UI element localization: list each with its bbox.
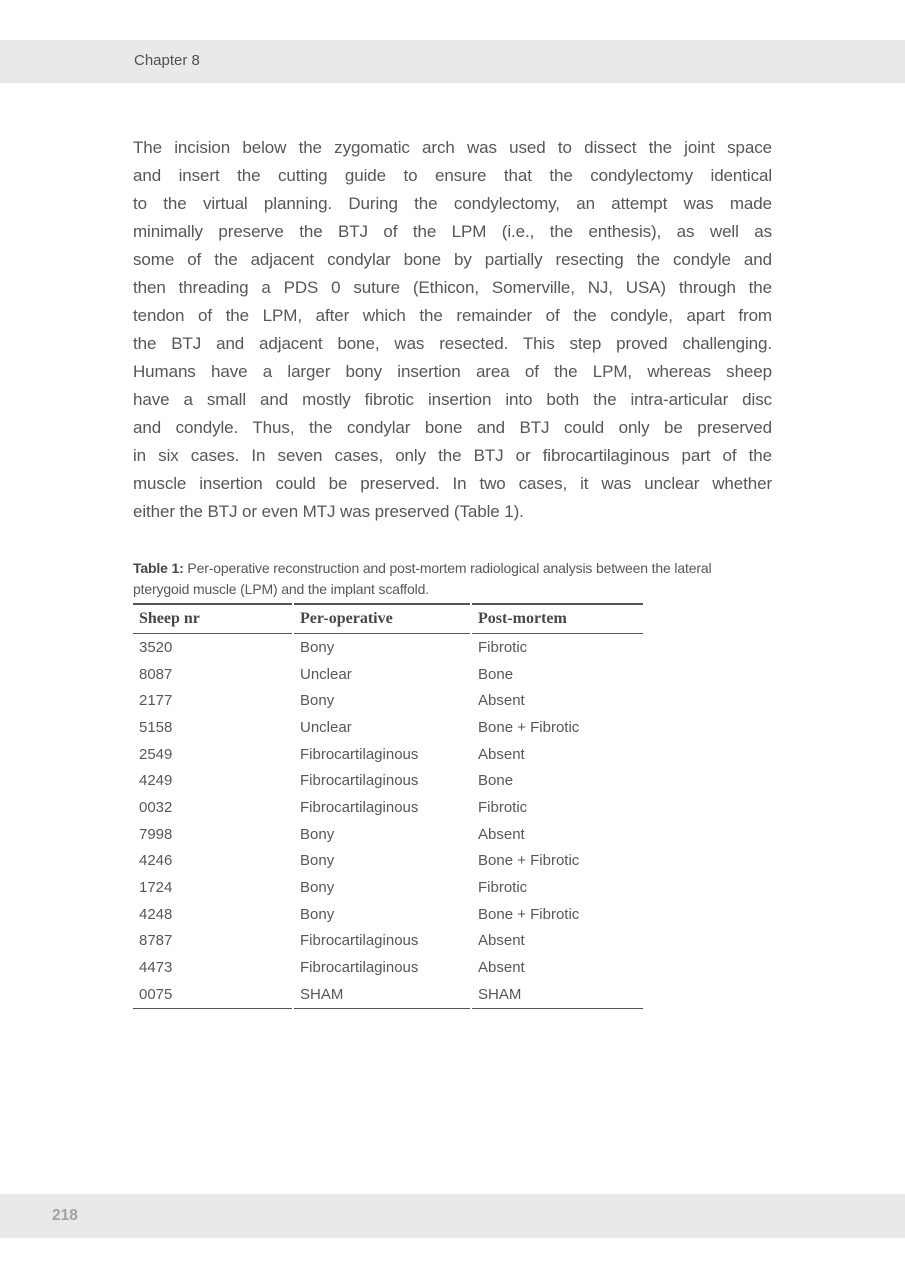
paragraph-line: either the BTJ or even MTJ was preserved (Table 1). xyxy=(133,502,524,521)
table-caption xyxy=(133,558,783,600)
body-paragraph xyxy=(133,134,772,526)
table-cell-per-operative: Fibrocartilaginous xyxy=(300,772,419,790)
table-row xyxy=(133,874,643,901)
table-column-header: Per-operative xyxy=(294,603,470,634)
table-cell-sheep-nr: 3520 xyxy=(139,638,173,656)
paragraph-line: The incision below the zygomatic arch was used to dissect the joint space xyxy=(133,138,772,157)
table-cell-per-operative: Bony xyxy=(300,825,335,843)
table-1 xyxy=(131,603,645,1009)
table-cell-sheep-nr: 7998 xyxy=(139,825,173,843)
paragraph-line: minimally preserve the BTJ of the LPM (i.e., the enthesis), as well as xyxy=(133,222,772,241)
table-cell-post-mortem: Bone + Fibrotic xyxy=(478,718,580,736)
table-row xyxy=(133,661,643,688)
table-cell-post-mortem: Absent xyxy=(478,959,525,977)
table-caption-text-line2: pterygoid muscle (LPM) and the implant scaffold. xyxy=(133,581,430,597)
table-cell-per-operative: Bony xyxy=(300,905,335,923)
table-row xyxy=(133,954,643,981)
paragraph-line: and condyle. Thus, the condylar bone and BTJ could only be preserved xyxy=(133,418,772,437)
table-cell-post-mortem: Bone xyxy=(478,665,514,683)
paragraph-line: and insert the cutting guide to ensure that the condylectomy identical xyxy=(133,166,772,185)
table-row xyxy=(133,981,643,1009)
table-caption-text-line1: Per-operative reconstruction and post-mortem radiological analysis between the lateral xyxy=(187,560,712,576)
table-cell-sheep-nr: 1724 xyxy=(139,879,173,897)
table-cell-post-mortem: Absent xyxy=(478,745,525,763)
paragraph-line: then threading a PDS 0 suture (Ethicon, Somerville, NJ, USA) through the xyxy=(133,278,772,297)
table-cell-post-mortem: Bone xyxy=(478,772,514,790)
table-cell-sheep-nr: 0075 xyxy=(133,981,292,1009)
table-cell-sheep-nr: 4473 xyxy=(139,959,173,977)
table-cell-per-operative: Fibrocartilaginous xyxy=(300,745,419,763)
table-cell-sheep-nr: 2549 xyxy=(139,745,173,763)
table-row xyxy=(133,634,643,661)
paragraph-line: in six cases. In seven cases, only the BTJ or fibrocartilaginous part of the xyxy=(133,446,772,465)
table-cell-sheep-nr: 0032 xyxy=(139,798,173,816)
table-row xyxy=(133,928,643,955)
table-row xyxy=(133,821,643,848)
table-header xyxy=(133,603,643,634)
table-row xyxy=(133,687,643,714)
table-row xyxy=(133,767,643,794)
page-footer-band xyxy=(0,1194,905,1238)
table-cell-per-operative: Unclear xyxy=(300,665,352,683)
table-cell-post-mortem: Fibrotic xyxy=(478,798,528,816)
table-cell-per-operative: Bony xyxy=(300,638,335,656)
table-cell-sheep-nr: 2177 xyxy=(139,692,173,710)
paragraph-line: Humans have a larger bony insertion area of the LPM, whereas sheep xyxy=(133,362,772,381)
paragraph-line: to the virtual planning. During the condylectomy, an attempt was made xyxy=(133,194,772,213)
table-caption-label: Table 1: xyxy=(133,560,184,576)
paragraph-line: tendon of the LPM, after which the remainder of the condyle, apart from xyxy=(133,306,772,325)
table-row xyxy=(133,848,643,875)
table-cell-post-mortem: Fibrotic xyxy=(478,879,528,897)
table-cell-post-mortem: Absent xyxy=(478,692,525,710)
table-cell-post-mortem: Fibrotic xyxy=(478,638,528,656)
table-cell-post-mortem: Absent xyxy=(478,825,525,843)
table-cell-post-mortem: SHAM xyxy=(472,981,643,1009)
table-cell-sheep-nr: 4246 xyxy=(139,852,173,870)
table-cell-sheep-nr: 4249 xyxy=(139,772,173,790)
table-cell-per-operative: Bony xyxy=(300,879,335,897)
table-cell-per-operative: Fibrocartilaginous xyxy=(300,959,419,977)
table-row xyxy=(133,794,643,821)
table-column-header: Post-mortem xyxy=(472,603,643,634)
table-cell-per-operative: Fibrocartilaginous xyxy=(300,932,419,950)
paragraph-line: some of the adjacent condylar bone by partially resecting the condyle and xyxy=(133,250,772,269)
table-cell-sheep-nr: 8787 xyxy=(139,932,173,950)
page-number: 218 xyxy=(52,1207,78,1224)
table-row xyxy=(133,901,643,928)
table-row xyxy=(133,714,643,741)
paragraph-line: have a small and mostly fibrotic insertion into both the intra-articular disc xyxy=(133,390,772,409)
chapter-header-band xyxy=(0,40,905,83)
chapter-label: Chapter 8 xyxy=(134,52,200,69)
table-row xyxy=(133,741,643,768)
table-header-row xyxy=(133,603,643,634)
table-cell-post-mortem: Bone + Fibrotic xyxy=(478,852,580,870)
table-body xyxy=(133,634,643,1009)
table-cell-per-operative: Fibrocartilaginous xyxy=(300,798,419,816)
paragraph-line: muscle insertion could be preserved. In two cases, it was unclear whether xyxy=(133,474,772,493)
table-cell-sheep-nr: 8087 xyxy=(139,665,173,683)
table-cell-per-operative: Unclear xyxy=(300,718,352,736)
table-cell-post-mortem: Absent xyxy=(478,932,525,950)
table-cell-per-operative: Bony xyxy=(300,852,335,870)
table-cell-post-mortem: Bone + Fibrotic xyxy=(478,905,580,923)
table-column-header: Sheep nr xyxy=(133,603,292,634)
table-cell-per-operative: SHAM xyxy=(294,981,470,1009)
table-cell-per-operative: Bony xyxy=(300,692,335,710)
paragraph-line: the BTJ and adjacent bone, was resected. This step proved challenging. xyxy=(133,334,772,353)
table-cell-sheep-nr: 5158 xyxy=(139,718,173,736)
table-cell-sheep-nr: 4248 xyxy=(139,905,173,923)
